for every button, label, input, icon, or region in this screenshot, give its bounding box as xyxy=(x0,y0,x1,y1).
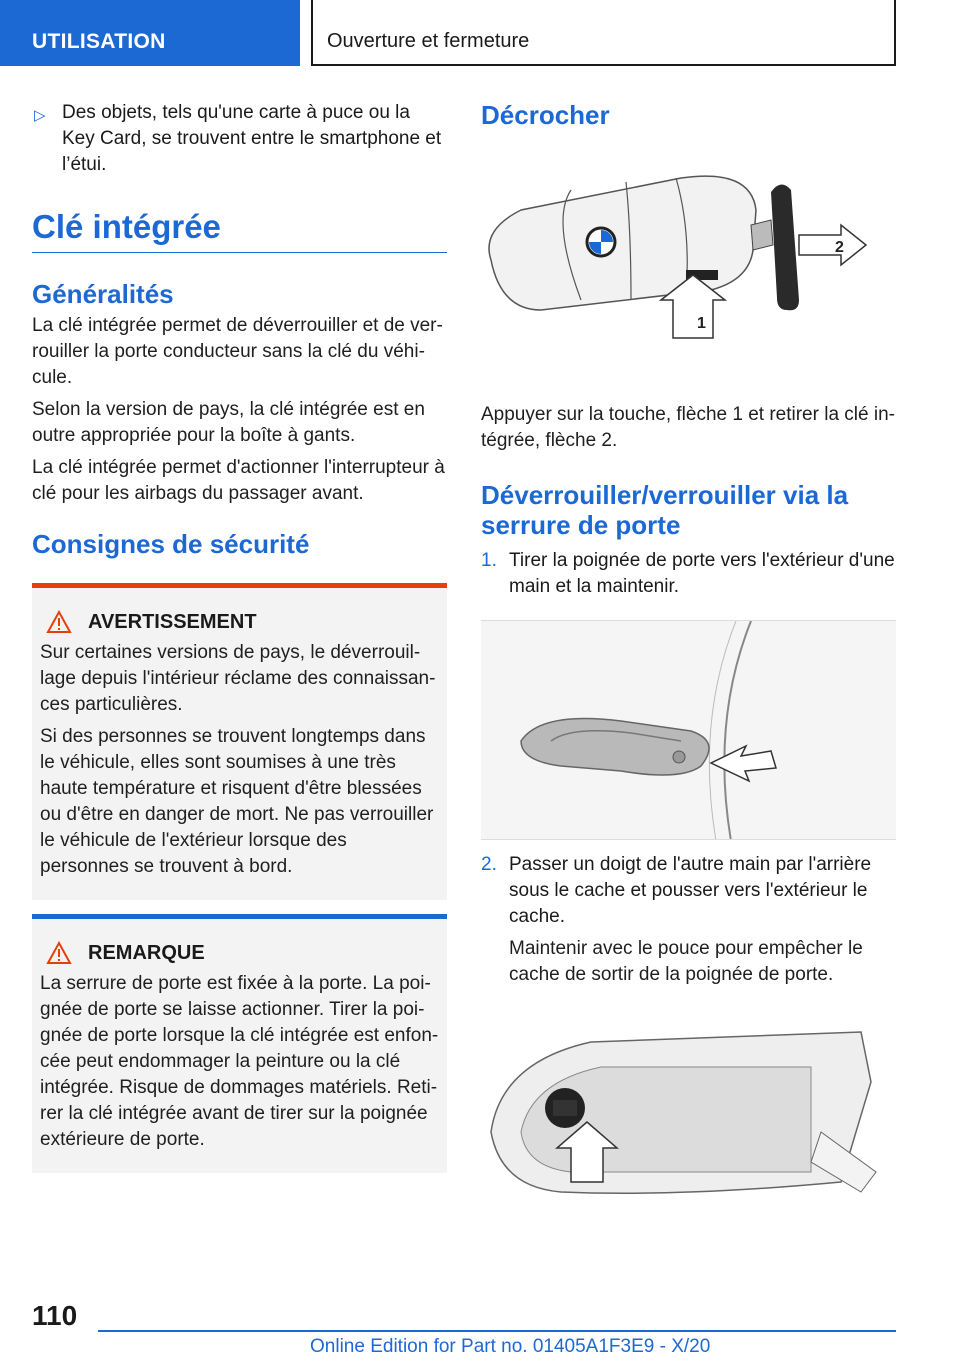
left-column xyxy=(32,100,447,1173)
remote-key-icon xyxy=(481,150,881,340)
door-handle-illustration xyxy=(481,620,896,840)
step-text: Tirer la poignée de porte vers l'extérieur d'une main et la maintenir. xyxy=(509,550,895,597)
step-extra-text: Maintenir avec le pouce pour empêcher le cache de sortir de la poignée de porte. xyxy=(509,938,863,985)
warning-box xyxy=(32,583,447,900)
step-text: Passer un doigt de l'autre main par l'arrière sous le cache et pousser vers l'extérieur le cache. xyxy=(509,854,872,927)
triangle-bullet-icon: ▷ xyxy=(34,107,46,124)
note-label: REMARQUE xyxy=(88,941,205,964)
arrow-1-label: 1 xyxy=(697,315,706,332)
general-paragraph-2: Selon la version de pays, la clé intégrée est en outre appropriée pour la boîte à gants. xyxy=(32,399,425,446)
page-number: 110 xyxy=(32,1300,78,1331)
bullet-text: Des objets, tels qu'une carte à puce ou la Key Card, se trouvent entre le smartphone et l’étui. xyxy=(62,102,442,175)
arrow-2-label: 2 xyxy=(835,239,844,256)
warning-title xyxy=(40,610,439,634)
safety-heading: Consignes de sécurité xyxy=(32,529,310,559)
section-tab[interactable] xyxy=(0,0,300,66)
detach-heading: Décrocher xyxy=(481,100,610,130)
step-item xyxy=(481,548,896,600)
warning-paragraph-2: Si des personnes se trouvent longtemps dans le véhicule, elles sont soumises à une très haute température et risquent d'être blessées ou d'être en danger de mort. Ne pas verrouiller le véhicule de l'extérieur lorsque des personnes se trouvent à bord. xyxy=(40,726,434,877)
bullet-item xyxy=(32,100,447,178)
general-heading: Généralités xyxy=(32,279,174,309)
detach-text: Appuyer sur la touche, flèche 1 et retirer la clé intégrée, flèche 2. xyxy=(481,404,895,451)
key-illustration xyxy=(481,150,881,340)
warning-paragraph-1: Sur certaines versions de pays, le déverrouillage depuis l'intérieur réclame des connaissances particulières. xyxy=(40,642,436,715)
general-paragraph-1: La clé intégrée permet de déverrouiller et de verrouiller la porte conducteur sans la clé du véhicule. xyxy=(32,315,443,388)
step-number: 1. xyxy=(481,550,497,571)
footer-divider xyxy=(98,1330,896,1332)
step-item xyxy=(481,852,896,930)
general-paragraph-3: La clé intégrée permet d'actionner l'interrupteur à clé pour les airbags du passager avant. xyxy=(32,457,445,504)
section-heading: Clé intégrée xyxy=(32,208,447,253)
chapter-label: Ouverture et fermeture xyxy=(327,30,530,52)
note-paragraph: La serrure de porte est fixée à la porte. La poignée de porte se laisse actionner. Tirer la poignée de porte lorsque la clé intégrée est enfoncée peut endommager la peinture ou la clé intégrée. Risque de dommages matériels. Retirer la clé intégrée avant de tirer sur la poignée extérieure de porte. xyxy=(40,973,439,1150)
lock-heading: Déverrouiller/verrouiller via la serrure de porte xyxy=(481,480,849,540)
door-handle-icon xyxy=(481,621,896,840)
warning-label: AVERTISSEMENT xyxy=(88,610,257,633)
note-title xyxy=(40,941,439,965)
handle-cover-icon xyxy=(481,1022,881,1212)
cover-illustration xyxy=(481,1022,881,1212)
edition-text: Online Edition for Part no. 01405A1F3E9 - X/20 xyxy=(310,1336,711,1357)
chapter-tab[interactable] xyxy=(311,0,896,66)
step-number: 2. xyxy=(481,854,497,875)
section-label: UTILISATION xyxy=(32,30,166,53)
right-column xyxy=(481,100,896,1212)
warning-triangle-icon xyxy=(46,610,72,634)
note-triangle-icon xyxy=(46,941,72,965)
note-box xyxy=(32,914,447,1173)
